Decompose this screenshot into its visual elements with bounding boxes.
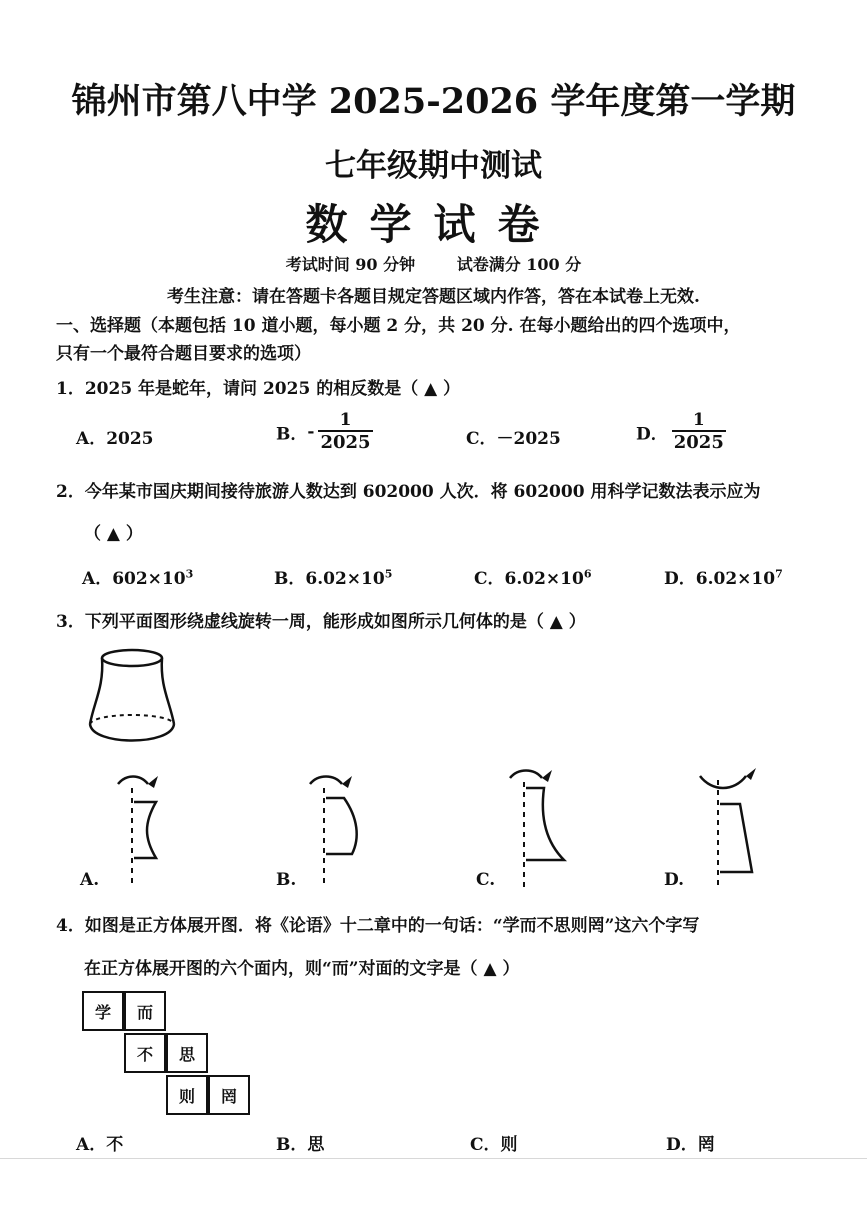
q1-option-d <box>636 410 726 454</box>
q3-option-b-label: B. <box>276 870 297 890</box>
q2-option-b-base: B．6.02×10 <box>274 569 385 589</box>
page-bottom-divider <box>0 1158 867 1159</box>
question-2-blank: （ ▲ ） <box>84 524 143 544</box>
cube-net-cell: 而 <box>124 991 166 1031</box>
q1-option-b <box>276 410 373 454</box>
q1-option-b-numerator: 1 <box>339 410 352 430</box>
question-1-stem: 1．2025 年是蛇年，请问 2025 的相反数是（ ▲ ） <box>56 379 461 399</box>
q1-option-c: C．－2025 <box>466 429 561 449</box>
q1-option-b-denominator: 2025 <box>320 432 371 453</box>
q2-option-c <box>474 564 592 589</box>
q4-option-c: C．则 <box>470 1135 518 1155</box>
q4-option-d: D．罔 <box>666 1135 715 1155</box>
q3-option-d-figure <box>694 762 784 890</box>
q2-option-d-base: D．6.02×10 <box>664 569 776 589</box>
q1-option-b-fraction <box>318 410 372 454</box>
q2-option-a-base: A．602×10 <box>82 569 186 589</box>
q3-option-a-label: A. <box>80 870 100 890</box>
question-4-stem-line1: 4．如图是正方体展开图．将《论语》十二章中的一句话：“学而不思则罔”这六个字写 <box>56 916 700 936</box>
q1-option-d-label: D． <box>636 424 668 445</box>
q1-option-b-sign: - <box>307 422 315 442</box>
q3-solid-figure <box>82 642 182 752</box>
q2-option-a-exponent: 3 <box>185 567 194 581</box>
q3-option-c-label: C. <box>476 870 496 890</box>
q3-option-a-figure <box>110 768 180 890</box>
q2-option-b <box>274 564 392 589</box>
q1-option-d-denominator: 2025 <box>673 432 724 453</box>
subject-title: 数学试卷 <box>305 200 562 249</box>
q1-option-a: A．2025 <box>76 429 154 449</box>
q2-option-d-exponent: 7 <box>775 567 783 581</box>
cube-net-cell: 不 <box>124 1033 166 1073</box>
exam-info <box>0 252 867 275</box>
school-title: 锦州市第八中学 2025-2026 学年度第一学期 <box>71 81 796 122</box>
exam-notice: 考生注意：请在答题卡各题目规定答题区域内作答，答在本试卷上无效. <box>167 287 700 307</box>
cube-net-cell: 学 <box>82 991 124 1031</box>
question-3-stem: 3．下列平面图形绕虚线旋转一周，能形成如图所示几何体的是（ ▲ ） <box>56 612 586 632</box>
q1-option-b-label: B． <box>276 424 308 445</box>
q4-option-a: A．不 <box>76 1135 124 1155</box>
exam-score: 试卷满分 100 分 <box>456 255 582 274</box>
question-4-stem-line2: 在正方体展开图的六个面内，则“而”对面的文字是（ ▲ ） <box>84 959 520 979</box>
section-heading-line2: 只有一个最符合题目要求的选项） <box>56 344 311 364</box>
q2-option-c-base: C．6.02×10 <box>474 569 584 589</box>
q2-option-a <box>82 564 193 589</box>
cube-net-cell: 罔 <box>208 1075 250 1115</box>
q3-option-d-label: D. <box>664 870 685 890</box>
q3-option-b-figure <box>300 768 380 890</box>
q1-option-d-numerator: 1 <box>692 410 705 430</box>
q4-option-b: B．思 <box>276 1135 325 1155</box>
section-heading-line1: 一、选择题（本题包括 10 道小题，每小题 2 分，共 20 分. 在每小题给出的四个选项中， <box>56 316 741 336</box>
cube-net-cell: 则 <box>166 1075 208 1115</box>
q2-option-b-exponent: 5 <box>384 567 393 581</box>
q1-option-d-fraction <box>672 410 726 454</box>
q2-option-c-exponent: 6 <box>583 567 592 581</box>
q2-option-d <box>664 564 783 589</box>
question-2-stem: 2．今年某市国庆期间接待旅游人数达到 602000 人次．将 602000 用科学记数法表示应为 <box>56 482 761 502</box>
exam-time: 考试时间 90 分钟 <box>285 255 416 274</box>
cube-net-cell: 思 <box>166 1033 208 1073</box>
q3-option-c-figure <box>500 762 580 890</box>
grade-title: 七年级期中测试 <box>325 148 542 184</box>
